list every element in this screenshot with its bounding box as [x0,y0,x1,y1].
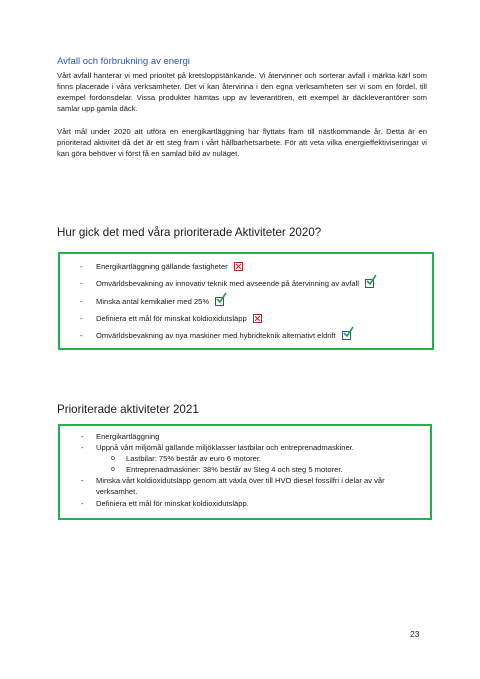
list-item [81,431,421,442]
list-item-text: Uppnå vårt miljömål gällande miljöklasser lastbilar och entreprenadmaskiner. [96,443,354,453]
x-icon [253,314,262,323]
list-item [81,442,421,453]
list-item [80,313,374,330]
list-dash: - [81,476,84,486]
list-item [80,261,374,278]
list-dash: - [80,296,83,306]
section-subheading: Avfall och förbrukning av energi [57,56,190,67]
activities-2020-list [80,261,374,347]
list-item-text: Minska antal kemikalier med 25% [96,296,210,306]
page-number: 23 [410,629,420,639]
list-item-text: Definiera ett mål för minskat koldioxidutsläpp. [96,498,249,508]
list-item-text: Energikartläggning [96,432,160,441]
list-item [81,475,421,497]
check-icon [342,331,351,340]
sub-list-item [81,464,421,475]
list-item [80,296,374,313]
sub-list-item [81,453,421,464]
list-item-text: Lastbilar: 75% består av euro 6 motorer. [126,454,262,464]
circle-bullet-icon: o [111,455,115,463]
list-dash: - [80,262,83,271]
list-dash: - [81,498,84,508]
list-item [80,330,374,347]
activities-2021-box [58,424,432,520]
activities-2021-list [81,431,421,509]
list-dash: - [80,279,83,289]
waste-paragraph: Vårt avfall hanterar vi med prioritet på kretsloppstänkande. Vi återvinner och sorterar avfall i märkta kärl som finns placerade i våra verksamheter. Det vi kan återvinna i den egna verksamheten ser vi som en fördel, till exempel fordonsdelar. Vissa produkter hämtas upp av leverantören, ett exempel är däckleverantörer som samlar upp gamla däck. [57,71,427,114]
activities-2020-box [58,252,434,350]
list-item-text: Definiera ett mål för minskat koldioxidutsläpp [96,313,247,323]
list-item-text: Energikartläggning gällande fastigheter [96,262,228,271]
x-icon [234,262,243,271]
list-dash: - [80,331,83,341]
energy-paragraph: Vårt mål under 2020 att utföra en energikartläggning har flyttats fram till nästkommande år. Detta är en prioriterad aktivitet då det är ett steg fram i vårt hållbarhetsarbete. För att veta vilka energieffektiviseringar vi kan göra behöver vi först få en samlad bild av nuläget. [57,127,427,159]
list-item-text: Minska vårt koldioxidutsläpp genom att växla över till HVO diesel fossilfri i delar av vår verksamhet. [96,476,385,497]
activities-2020-heading: Hur gick det med våra prioriterade Aktiviteter 2020? [57,226,322,239]
list-item-text: Omvärldsbevakning av innovativ teknik med avseende på återvinning av avfall [96,279,359,289]
list-item-text: Entreprenadmaskiner: 38% består av Steg 4 och steg 5 motorer. [126,465,343,475]
list-dash: - [80,313,83,323]
list-item [81,498,421,509]
check-icon [365,279,374,288]
circle-bullet-icon: o [111,466,115,474]
list-dash: - [81,443,84,453]
check-icon [215,297,224,306]
list-dash: - [81,432,84,441]
list-item-text: Omvärldsbevakning av nya maskiner med hybridteknik alternativt eldrift [96,331,336,341]
activities-2021-heading: Prioriterade aktiviteter 2021 [57,403,199,416]
